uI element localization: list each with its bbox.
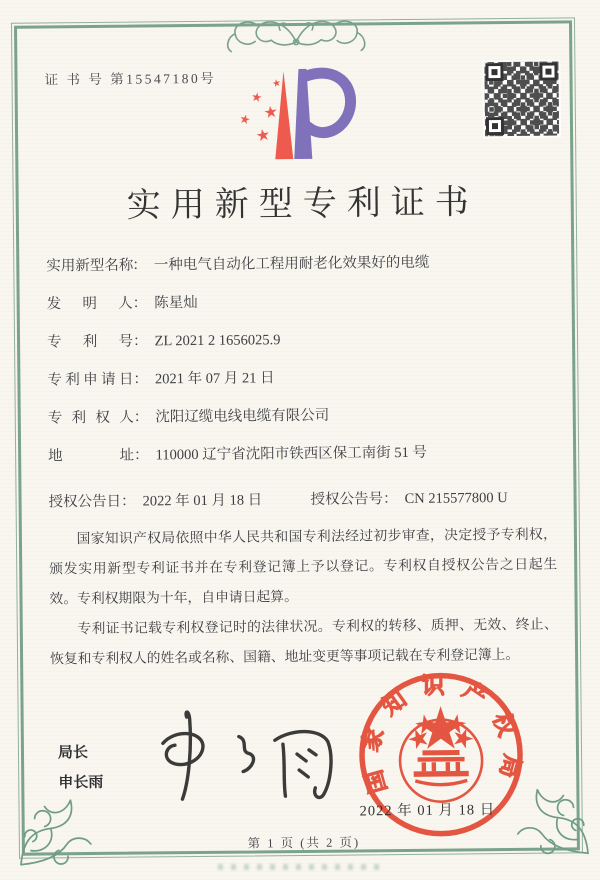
field-label: 专利申请日 [47,371,134,389]
field-row-patent-number [47,328,563,371]
seal-date: 2022 年 01 月 18 日 [359,802,496,820]
field-value: 一种电气自动化工程用耐老化效果好的电缆 [153,254,430,274]
qr-finder-icon [539,63,557,81]
legal-paragraph-2: 专利证书记载专利权登记时的法律状况。专利权的转移、质押、无效、终止、恢复和专利权人的姓名或名称、国籍、地址变更等事项记载在专利登记簿上。 [50,616,558,667]
top-dragon-ornament-icon [220,9,372,58]
colon: ： [132,295,148,312]
field-row-patentee [48,404,564,447]
signature-icon [140,698,351,810]
field-value: 2021 年 07 月 21 日 [154,370,275,388]
field-label: 地址 [48,447,135,465]
legal-paragraph-1: 国家知识产权局依照中华人民共和国专利法经过初步审查，决定授予专利权，颁发实用新型专利证书并在专利登记簿上予以登记。专利权自授权公告之日起生效。专利权期限为十年，自申请日起算。 [49,526,558,607]
colon: ： [133,409,149,426]
qr-code [482,59,561,138]
colon: ： [132,257,147,274]
field-list [46,252,565,531]
field-label: 授权公告日 [48,493,122,511]
director-title: 局长 [57,744,89,762]
field-row-inventor [47,290,563,333]
colon: ： [132,333,148,350]
page-number: 第 1 页 (共 2 页) [247,835,361,851]
field-value: ZL 2021 2 1656025.9 [154,332,281,350]
field-value: 沈阳辽缆电线电缆有限公司 [155,407,330,426]
field-value: 2022 年 01 月 18 日 [142,492,263,510]
colon: ： [133,371,148,388]
grant-number [310,489,507,510]
field-row-name [46,252,562,295]
bottom-left-flourish-icon [14,788,97,869]
field-label: 专利权人 [47,409,134,427]
cnipa-logo-icon [232,55,361,168]
field-row-filing-date [47,366,563,409]
field-value: 110000 辽宁省沈阳市铁西区保工南街 51 号 [155,444,428,464]
national-emblem-icon [414,720,469,785]
colon: ： [134,447,149,464]
page-title: 实用新型专利证书 [126,184,479,225]
qr-finder-icon [485,63,503,81]
field-value: 陈星灿 [154,294,198,312]
seal-text: 国家知识产权局 [356,673,526,796]
director-name: 申长雨 [58,773,104,792]
field-label: 授权公告号 [310,491,384,508]
field-row-address [48,442,564,485]
grant-date [49,492,263,510]
field-label: 发明人 [46,295,133,313]
colon: ： [121,493,136,510]
field-value: CN 215577800 U [404,490,508,507]
legal-text [49,520,558,675]
bleed-through-marks [218,864,383,870]
field-label: 实用新型名称 [46,257,134,275]
colon: ： [382,491,398,508]
certificate-number: 证 书 号 第15547180号 [44,70,217,88]
qr-finder-icon [486,117,504,135]
field-label: 专利号 [46,333,134,351]
